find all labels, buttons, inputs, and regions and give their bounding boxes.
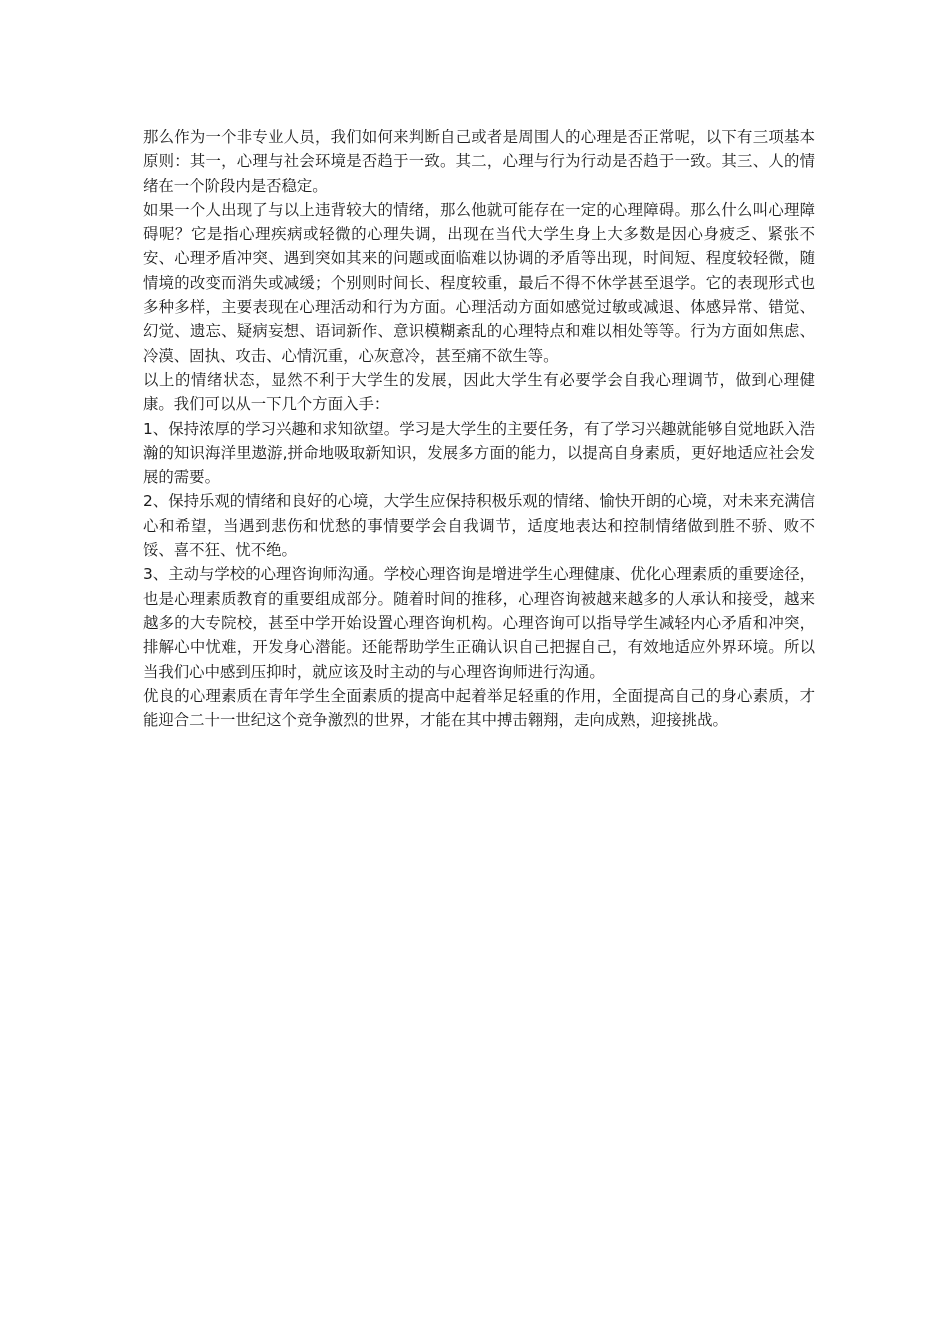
paragraph-point-2: 2、保持乐观的情绪和良好的心境，大学生应保持积极乐观的情绪、愉快开朗的心境，对未来充满信心和希望，当遇到悲伤和忧愁的事情要学会自我调节，适度地表达和控制情绪做到胜不骄、败不馁、喜不狂、忧不绝。 [143, 492, 815, 560]
paragraph-conclusion: 优良的心理素质在青年学生全面素质的提高中起着举足轻重的作用，全面提高自己的身心素质，才能迎合二十一世纪这个竞争激烈的世界，才能在其中搏击翱翔，走向成熟，迎接挑战。 [143, 686, 815, 730]
paragraph-point-3: 3、主动与学校的心理咨询师沟通。学校心理咨询是增进学生心理健康、优化心理素质的重要途径，也是心理素质教育的重要组成部分。随着时间的推移，心理咨询被越来越多的人承认和接受，越来越多的大专院校，甚至中学开始设置心理咨询机构。心理咨询可以指导学生减轻内心矛盾和冲突，排解心中忧难，开发身心潜能。还能帮助学生正确认识自己把握自己，有效地适应外界环境。所以当我们心中感到压抑时，就应该及时主动的与心理咨询师进行沟通。 [143, 565, 815, 681]
paragraph-self-adjustment-intro: 以上的情绪状态，显然不利于大学生的发展，因此大学生有必要学会自我心理调节，做到心理健康。我们可以从一下几个方面入手： [143, 370, 815, 414]
document-body [143, 125, 815, 732]
paragraph-criteria: 那么作为一个非专业人员，我们如何来判断自己或者是周围人的心理是否正常呢，以下有三项基本原则：其一，心理与社会环境是否趋于一致。其二，心理与行为行动是否趋于一致。其三、人的情绪在一个阶段内是否稳定。 [143, 128, 815, 195]
paragraph-point-1: 1、保持浓厚的学习兴趣和求知欲望。学习是大学生的主要任务，有了学习兴趣就能够自觉地跃入浩瀚的知识海洋里遨游,拼命地吸取新知识，发展多方面的能力，以提高自身素质，更好地适应社会发展的需要。 [143, 419, 815, 487]
paragraph-psychological-disorder: 如果一个人出现了与以上违背较大的情绪，那么他就可能存在一定的心理障碍。那么什么叫心理障碍呢？它是指心理疾病或轻微的心理失调，出现在当代大学生身上大多数是因心身疲乏、紧张不安、心理矛盾冲突、遇到突如其来的问题或面临难以协调的矛盾等出现，时间短、程度较轻微，随情境的改变而消失或减缓；个别则时间长、程度较重，最后不得不休学甚至退学。它的表现形式也多种多样，主要表现在心理活动和行为方面。心理活动方面如感觉过敏或减退、体感异常、错觉、幻觉、遗忘、疑病妄想、语词新作、意识模糊紊乱的心理特点和难以相处等等。行为方面如焦虑、冷漠、固执、攻击、心情沉重，心灰意冷，甚至痛不欲生等。 [143, 200, 815, 365]
